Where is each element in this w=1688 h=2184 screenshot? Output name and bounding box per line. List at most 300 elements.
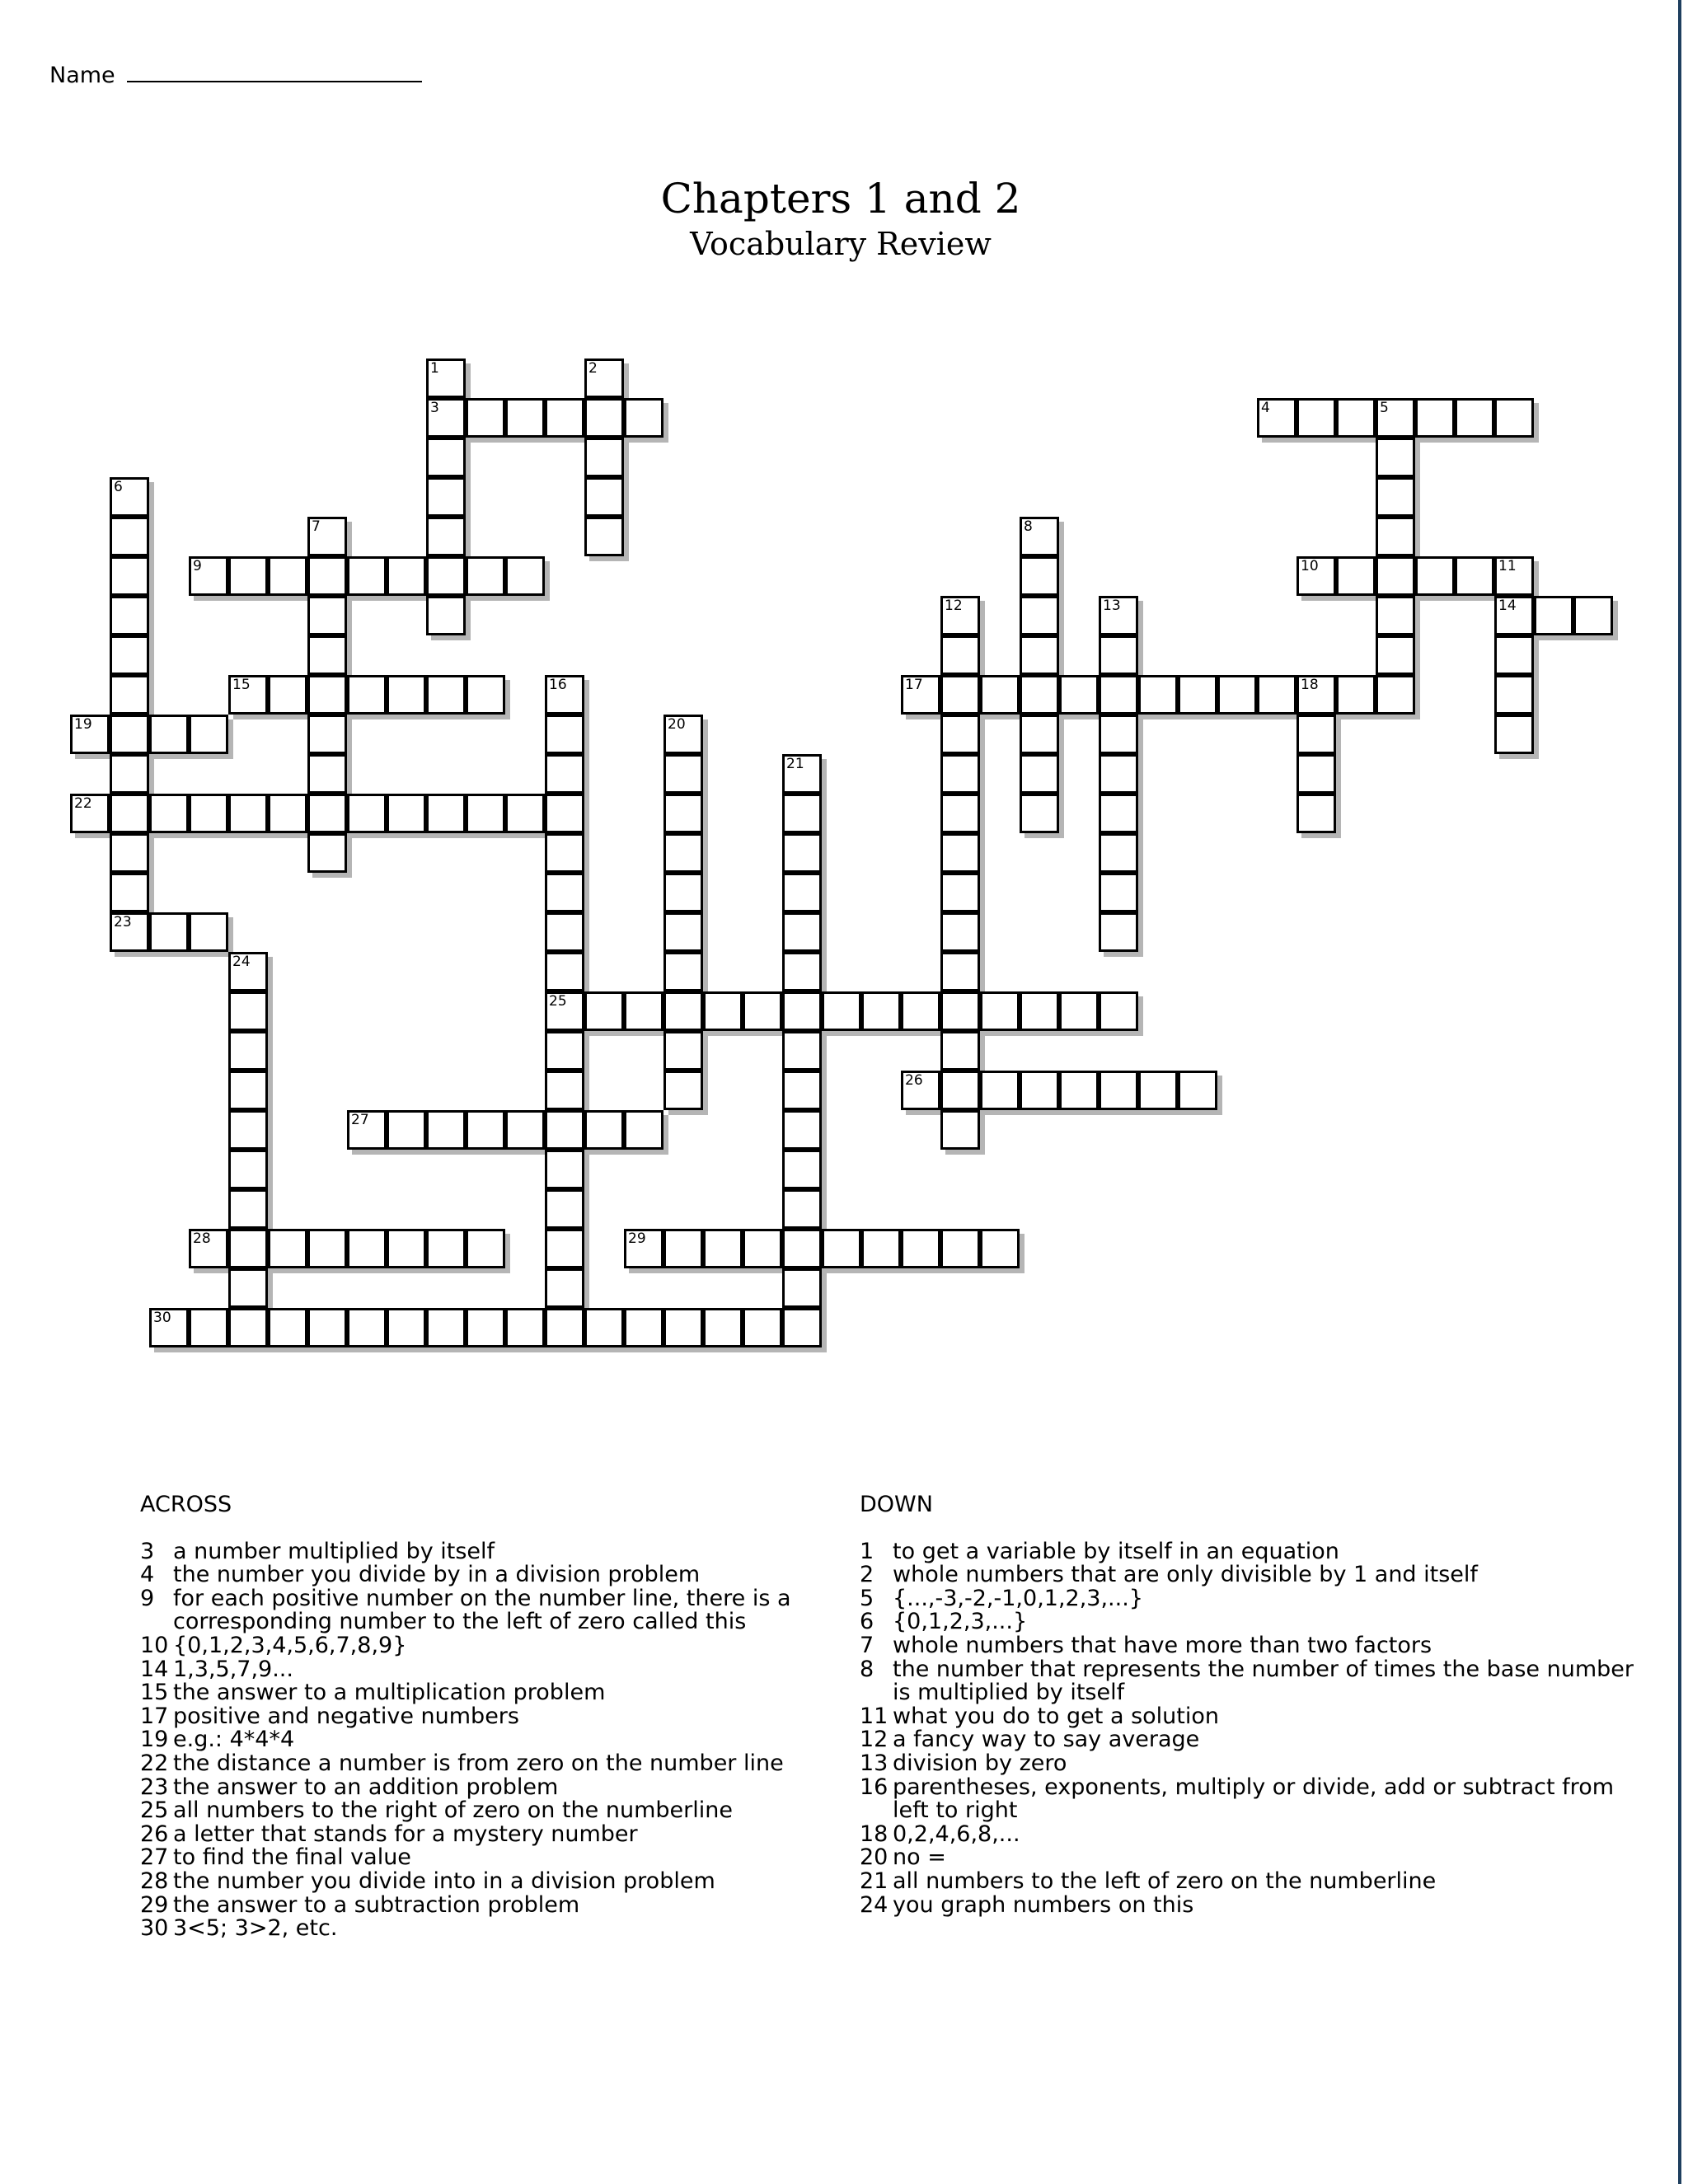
grid-cell[interactable] <box>782 912 822 952</box>
grid-cell[interactable] <box>347 1110 387 1150</box>
grid-cell[interactable] <box>584 1110 624 1150</box>
grid-cell[interactable] <box>940 596 980 635</box>
clue-number: 28 <box>193 1230 211 1247</box>
grid-cell[interactable] <box>110 556 149 596</box>
clue-number: 4 <box>140 1562 155 1588</box>
clue-text: what you do to get a solution <box>893 1703 1219 1729</box>
clue-number: 6 <box>860 1609 874 1635</box>
grid-cell[interactable] <box>1257 675 1296 715</box>
grid-cell[interactable] <box>268 675 307 715</box>
grid-cell[interactable] <box>545 398 584 438</box>
clue-text: a fancy way to say average <box>893 1727 1200 1753</box>
grid-cell[interactable] <box>1059 1071 1099 1110</box>
across-clue <box>140 1540 824 1564</box>
grid-cell[interactable] <box>1257 398 1296 438</box>
clue-number: 25 <box>549 993 567 1010</box>
clue-number: 28 <box>140 1868 169 1894</box>
grid-cell[interactable] <box>1020 715 1059 754</box>
grid-cell[interactable] <box>1494 635 1534 675</box>
grid-cell[interactable] <box>1376 438 1415 477</box>
clue-number: 1 <box>430 360 439 377</box>
grid-cell[interactable] <box>1020 754 1059 794</box>
down-clue <box>860 1705 1643 1729</box>
down-clue <box>860 1870 1643 1894</box>
clue-text: a number multiplied by itself <box>173 1538 495 1564</box>
grid-cell[interactable] <box>822 1229 861 1268</box>
grid-cell[interactable] <box>940 1110 980 1150</box>
grid-cell[interactable] <box>307 635 347 675</box>
clue-number: 9 <box>140 1585 155 1611</box>
clue-number: 13 <box>1103 598 1121 614</box>
grid-cell[interactable] <box>663 833 703 873</box>
clue-number: 21 <box>786 756 804 772</box>
grid-cell[interactable] <box>901 991 940 1031</box>
grid-cell[interactable] <box>663 715 703 754</box>
grid-cell[interactable] <box>1020 675 1059 715</box>
clue-number: 27 <box>140 1844 169 1871</box>
grid-cell[interactable] <box>782 952 822 991</box>
grid-cell[interactable] <box>782 1150 822 1189</box>
grid-cell[interactable] <box>1099 794 1138 833</box>
grid-cell[interactable] <box>663 991 703 1031</box>
grid-cell[interactable] <box>347 675 387 715</box>
grid-cell[interactable] <box>901 1229 940 1268</box>
grid-cell[interactable] <box>228 794 268 833</box>
clue-number: 20 <box>860 1844 889 1871</box>
grid-cell[interactable] <box>307 715 347 754</box>
grid-cell[interactable] <box>1059 675 1099 715</box>
grid-cell[interactable] <box>1217 675 1257 715</box>
grid-cell[interactable] <box>703 1308 743 1347</box>
grid-cell[interactable] <box>545 1110 584 1150</box>
grid-cell[interactable] <box>228 1308 268 1347</box>
clue-number: 26 <box>905 1072 923 1089</box>
grid-cell[interactable] <box>980 675 1020 715</box>
grid-cell[interactable] <box>1099 596 1138 635</box>
grid-cell[interactable] <box>1020 1071 1059 1110</box>
grid-cell[interactable] <box>703 991 743 1031</box>
grid-cell[interactable] <box>189 1229 228 1268</box>
grid-cell[interactable] <box>110 517 149 556</box>
grid-cell[interactable] <box>663 912 703 952</box>
grid-cell[interactable] <box>1296 556 1336 596</box>
grid-cell[interactable] <box>307 1308 347 1347</box>
across-clue <box>140 1681 824 1705</box>
grid-cell[interactable] <box>426 596 466 635</box>
grid-cell[interactable] <box>1020 556 1059 596</box>
grid-cell[interactable] <box>426 556 466 596</box>
grid-cell[interactable] <box>307 833 347 873</box>
grid-cell[interactable] <box>110 635 149 675</box>
across-clue <box>140 1870 824 1894</box>
grid-cell[interactable] <box>1296 794 1336 833</box>
grid-cell[interactable] <box>505 794 545 833</box>
grid-cell[interactable] <box>466 398 505 438</box>
grid-cell[interactable] <box>347 556 387 596</box>
grid-cell[interactable] <box>940 675 980 715</box>
clue-number: 18 <box>1301 677 1319 693</box>
grid-cell[interactable] <box>387 1110 426 1150</box>
grid-cell[interactable] <box>1138 1071 1178 1110</box>
grid-cell[interactable] <box>782 1189 822 1229</box>
grid-cell[interactable] <box>268 794 307 833</box>
grid-cell[interactable] <box>1494 556 1534 596</box>
grid-cell[interactable] <box>1099 715 1138 754</box>
grid-cell[interactable] <box>743 1229 782 1268</box>
grid-cell[interactable] <box>782 1031 822 1071</box>
grid-cell[interactable] <box>1020 794 1059 833</box>
grid-cell[interactable] <box>940 833 980 873</box>
grid-cell[interactable] <box>663 794 703 833</box>
grid-cell[interactable] <box>782 754 822 794</box>
grid-cell[interactable] <box>466 1308 505 1347</box>
clue-number: 27 <box>351 1112 369 1128</box>
clue-text: no = <box>893 1844 946 1871</box>
grid-cell[interactable] <box>228 556 268 596</box>
down-clue <box>860 1891 1643 1918</box>
grid-cell[interactable] <box>1178 1071 1217 1110</box>
grid-cell[interactable] <box>624 991 663 1031</box>
grid-cell[interactable] <box>1020 635 1059 675</box>
grid-cell[interactable] <box>1020 517 1059 556</box>
grid-cell[interactable] <box>624 1308 663 1347</box>
grid-cell[interactable] <box>980 1229 1020 1268</box>
grid-cell[interactable] <box>782 991 822 1031</box>
clue-number: 29 <box>140 1891 169 1918</box>
across-clue <box>140 1891 824 1918</box>
grid-cell[interactable] <box>545 1189 584 1229</box>
grid-cell[interactable] <box>1099 1071 1138 1110</box>
grid-cell[interactable] <box>782 1229 822 1268</box>
grid-cell[interactable] <box>940 912 980 952</box>
grid-cell[interactable] <box>663 754 703 794</box>
grid-cell[interactable] <box>505 1308 545 1347</box>
grid-cell[interactable] <box>189 1308 228 1347</box>
grid-cell[interactable] <box>901 675 940 715</box>
clue-number: 23 <box>114 914 132 930</box>
clue-text: whole numbers that have more than two factors <box>893 1632 1432 1658</box>
grid-cell[interactable] <box>782 833 822 873</box>
grid-cell[interactable] <box>1415 398 1455 438</box>
grid-cell[interactable] <box>663 1031 703 1071</box>
grid-cell[interactable] <box>228 1189 268 1229</box>
grid-cell[interactable] <box>940 1071 980 1110</box>
grid-cell[interactable] <box>1296 675 1336 715</box>
grid-cell[interactable] <box>545 1229 584 1268</box>
grid-cell[interactable] <box>940 1031 980 1071</box>
grid-cell[interactable] <box>940 873 980 912</box>
grid-cell[interactable] <box>1059 991 1099 1031</box>
clue-number: 20 <box>668 716 686 733</box>
across-clue <box>140 1799 824 1823</box>
down-clue <box>860 1776 1643 1823</box>
grid-cell[interactable] <box>940 754 980 794</box>
grid-cell[interactable] <box>1376 675 1415 715</box>
clue-number: 3 <box>430 400 439 416</box>
grid-cell[interactable] <box>584 398 624 438</box>
grid-cell[interactable] <box>1296 398 1336 438</box>
grid-cell[interactable] <box>782 873 822 912</box>
grid-cell[interactable] <box>110 794 149 833</box>
grid-cell[interactable] <box>307 596 347 635</box>
grid-cell[interactable] <box>466 1229 505 1268</box>
grid-cell[interactable] <box>426 438 466 477</box>
clue-number: 16 <box>549 677 567 693</box>
grid-cell[interactable] <box>307 517 347 556</box>
grid-cell[interactable] <box>1336 556 1376 596</box>
grid-cell[interactable] <box>822 991 861 1031</box>
grid-cell[interactable] <box>387 675 426 715</box>
grid-cell[interactable] <box>1099 873 1138 912</box>
grid-cell[interactable] <box>189 912 228 952</box>
clue-number: 2 <box>588 360 598 377</box>
grid-cell[interactable] <box>307 675 347 715</box>
down-clue <box>860 1610 1643 1634</box>
grid-cell[interactable] <box>782 1110 822 1150</box>
grid-cell[interactable] <box>1336 675 1376 715</box>
grid-cell[interactable] <box>1376 517 1415 556</box>
grid-cell[interactable] <box>505 1110 545 1150</box>
grid-cell[interactable] <box>861 991 901 1031</box>
grid-cell[interactable] <box>110 873 149 912</box>
grid-cell[interactable] <box>505 398 545 438</box>
grid-cell[interactable] <box>307 1229 347 1268</box>
grid-cell[interactable] <box>347 1308 387 1347</box>
grid-cell[interactable] <box>545 1031 584 1071</box>
grid-cell[interactable] <box>426 517 466 556</box>
clue-number: 11 <box>1498 558 1517 574</box>
grid-cell[interactable] <box>426 477 466 517</box>
grid-cell[interactable] <box>584 477 624 517</box>
grid-cell[interactable] <box>505 556 545 596</box>
grid-cell[interactable] <box>663 1308 703 1347</box>
grid-cell[interactable] <box>1099 635 1138 675</box>
clue-number: 21 <box>860 1868 889 1894</box>
grid-cell[interactable] <box>307 754 347 794</box>
clue-number: 24 <box>232 954 251 970</box>
grid-cell[interactable] <box>545 991 584 1031</box>
grid-cell[interactable] <box>1415 556 1455 596</box>
clue-number: 30 <box>153 1310 171 1326</box>
grid-cell[interactable] <box>268 556 307 596</box>
down-clue-list <box>860 1540 1643 1918</box>
clue-number: 15 <box>140 1680 169 1706</box>
grid-cell[interactable] <box>228 1268 268 1308</box>
grid-cell[interactable] <box>861 1229 901 1268</box>
grid-cell[interactable] <box>228 675 268 715</box>
grid-cell[interactable] <box>426 1229 466 1268</box>
clue-text: 1,3,5,7,9... <box>173 1656 293 1682</box>
clue-number: 18 <box>860 1821 889 1847</box>
grid-cell[interactable] <box>1455 398 1494 438</box>
clue-text: division by zero <box>893 1750 1067 1776</box>
grid-cell[interactable] <box>663 1071 703 1110</box>
grid-cell[interactable] <box>545 675 584 715</box>
grid-cell[interactable] <box>228 1071 268 1110</box>
grid-cell[interactable] <box>110 912 149 952</box>
clue-text: positive and negative numbers <box>173 1703 519 1729</box>
grid-cell[interactable] <box>1534 596 1573 635</box>
grid-cell[interactable] <box>1296 715 1336 754</box>
grid-cell[interactable] <box>545 952 584 991</box>
grid-cell[interactable] <box>110 675 149 715</box>
grid-cell[interactable] <box>1376 596 1415 635</box>
grid-cell[interactable] <box>940 794 980 833</box>
grid-cell[interactable] <box>228 1110 268 1150</box>
grid-cell[interactable] <box>110 596 149 635</box>
grid-cell[interactable] <box>940 715 980 754</box>
grid-cell[interactable] <box>110 715 149 754</box>
clue-text: whole numbers that are only divisible by 1 and itself <box>893 1562 1478 1588</box>
grid-cell[interactable] <box>663 1229 703 1268</box>
grid-cell[interactable] <box>189 794 228 833</box>
clue-text: you graph numbers on this <box>893 1891 1194 1918</box>
grid-cell[interactable] <box>70 794 110 833</box>
grid-cell[interactable] <box>584 438 624 477</box>
grid-cell[interactable] <box>1455 556 1494 596</box>
grid-cell[interactable] <box>1494 596 1534 635</box>
grid-cell[interactable] <box>940 635 980 675</box>
grid-cell[interactable] <box>1494 398 1534 438</box>
grid-cell[interactable] <box>1138 675 1178 715</box>
grid-cell[interactable] <box>545 1268 584 1308</box>
grid-cell[interactable] <box>624 1229 663 1268</box>
across-clues <box>140 1493 824 1941</box>
grid-cell[interactable] <box>466 1110 505 1150</box>
grid-cell[interactable] <box>347 1229 387 1268</box>
grid-cell[interactable] <box>1376 477 1415 517</box>
clue-number: 7 <box>860 1632 874 1658</box>
grid-cell[interactable] <box>228 1229 268 1268</box>
grid-cell[interactable] <box>940 991 980 1031</box>
grid-cell[interactable] <box>1099 675 1138 715</box>
grid-cell[interactable] <box>1573 596 1613 635</box>
grid-cell[interactable] <box>663 873 703 912</box>
grid-cell[interactable] <box>743 991 782 1031</box>
grid-cell[interactable] <box>228 1150 268 1189</box>
grid-cell[interactable] <box>1376 556 1415 596</box>
clue-number: 5 <box>860 1585 874 1611</box>
grid-cell[interactable] <box>703 1229 743 1268</box>
grid-cell[interactable] <box>70 715 110 754</box>
grid-cell[interactable] <box>1494 675 1534 715</box>
grid-cell[interactable] <box>1099 991 1138 1031</box>
grid-cell[interactable] <box>545 873 584 912</box>
grid-cell[interactable] <box>1336 398 1376 438</box>
grid-cell[interactable] <box>782 1071 822 1110</box>
grid-cell[interactable] <box>1099 754 1138 794</box>
grid-cell[interactable] <box>149 794 189 833</box>
clue-number: 19 <box>140 1727 169 1753</box>
grid-cell[interactable] <box>624 398 663 438</box>
grid-cell[interactable] <box>1020 596 1059 635</box>
grid-cell[interactable] <box>189 556 228 596</box>
grid-cell[interactable] <box>228 991 268 1031</box>
grid-cell[interactable] <box>545 715 584 754</box>
grid-cell[interactable] <box>743 1308 782 1347</box>
clue-text: {0,1,2,3,4,5,6,7,8,9} <box>173 1632 407 1658</box>
grid-cell[interactable] <box>426 398 466 438</box>
grid-cell[interactable] <box>466 675 505 715</box>
clue-number: 22 <box>140 1750 169 1776</box>
grid-cell[interactable] <box>426 675 466 715</box>
grid-cell[interactable] <box>1376 398 1415 438</box>
grid-cell[interactable] <box>1494 715 1534 754</box>
grid-cell[interactable] <box>387 556 426 596</box>
grid-cell[interactable] <box>545 794 584 833</box>
name-label: Name <box>49 63 115 88</box>
grid-cell[interactable] <box>940 952 980 991</box>
grid-cell[interactable] <box>426 1110 466 1150</box>
grid-cell[interactable] <box>782 1268 822 1308</box>
clue-text: {0,1,2,3,...} <box>893 1609 1028 1635</box>
grid-cell[interactable] <box>545 912 584 952</box>
grid-cell[interactable] <box>545 1150 584 1189</box>
grid-cell[interactable] <box>110 754 149 794</box>
grid-cell[interactable] <box>228 1031 268 1071</box>
grid-cell[interactable] <box>426 359 466 398</box>
grid-cell[interactable] <box>149 1308 189 1347</box>
grid-cell[interactable] <box>307 794 347 833</box>
grid-cell[interactable] <box>387 1308 426 1347</box>
clue-number: 8 <box>860 1656 874 1682</box>
grid-cell[interactable] <box>347 794 387 833</box>
grid-cell[interactable] <box>110 477 149 517</box>
grid-cell[interactable] <box>584 359 624 398</box>
grid-cell[interactable] <box>545 1308 584 1347</box>
grid-cell[interactable] <box>584 517 624 556</box>
grid-cell[interactable] <box>980 991 1020 1031</box>
grid-cell[interactable] <box>387 1229 426 1268</box>
grid-cell[interactable] <box>466 794 505 833</box>
clue-text: a letter that stands for a mystery number <box>173 1821 638 1847</box>
grid-cell[interactable] <box>782 794 822 833</box>
grid-cell[interactable] <box>584 991 624 1031</box>
grid-cell[interactable] <box>189 715 228 754</box>
clue-number: 11 <box>860 1703 889 1729</box>
grid-cell[interactable] <box>1099 833 1138 873</box>
grid-cell[interactable] <box>545 1071 584 1110</box>
grid-cell[interactable] <box>584 1308 624 1347</box>
grid-cell[interactable] <box>980 1071 1020 1110</box>
grid-cell[interactable] <box>663 952 703 991</box>
grid-cell[interactable] <box>466 556 505 596</box>
grid-cell[interactable] <box>307 556 347 596</box>
grid-cell[interactable] <box>268 1308 307 1347</box>
grid-cell[interactable] <box>110 833 149 873</box>
grid-cell[interactable] <box>426 1308 466 1347</box>
grid-cell[interactable] <box>940 1229 980 1268</box>
grid-cell[interactable] <box>1178 675 1217 715</box>
grid-cell[interactable] <box>387 794 426 833</box>
grid-cell[interactable] <box>228 952 268 991</box>
grid-cell[interactable] <box>1296 754 1336 794</box>
grid-cell[interactable] <box>1020 991 1059 1031</box>
clue-number: 17 <box>905 677 923 693</box>
grid-cell[interactable] <box>149 715 189 754</box>
grid-cell[interactable] <box>624 1110 663 1150</box>
grid-cell[interactable] <box>149 912 189 952</box>
grid-cell[interactable] <box>1376 635 1415 675</box>
page-title: Chapters 1 and 2 <box>660 175 1021 223</box>
grid-cell[interactable] <box>782 1308 822 1347</box>
grid-cell[interactable] <box>545 833 584 873</box>
grid-cell[interactable] <box>268 1229 307 1268</box>
grid-cell[interactable] <box>901 1071 940 1110</box>
grid-cell[interactable] <box>1099 912 1138 952</box>
grid-cell[interactable] <box>545 754 584 794</box>
grid-cell[interactable] <box>426 794 466 833</box>
